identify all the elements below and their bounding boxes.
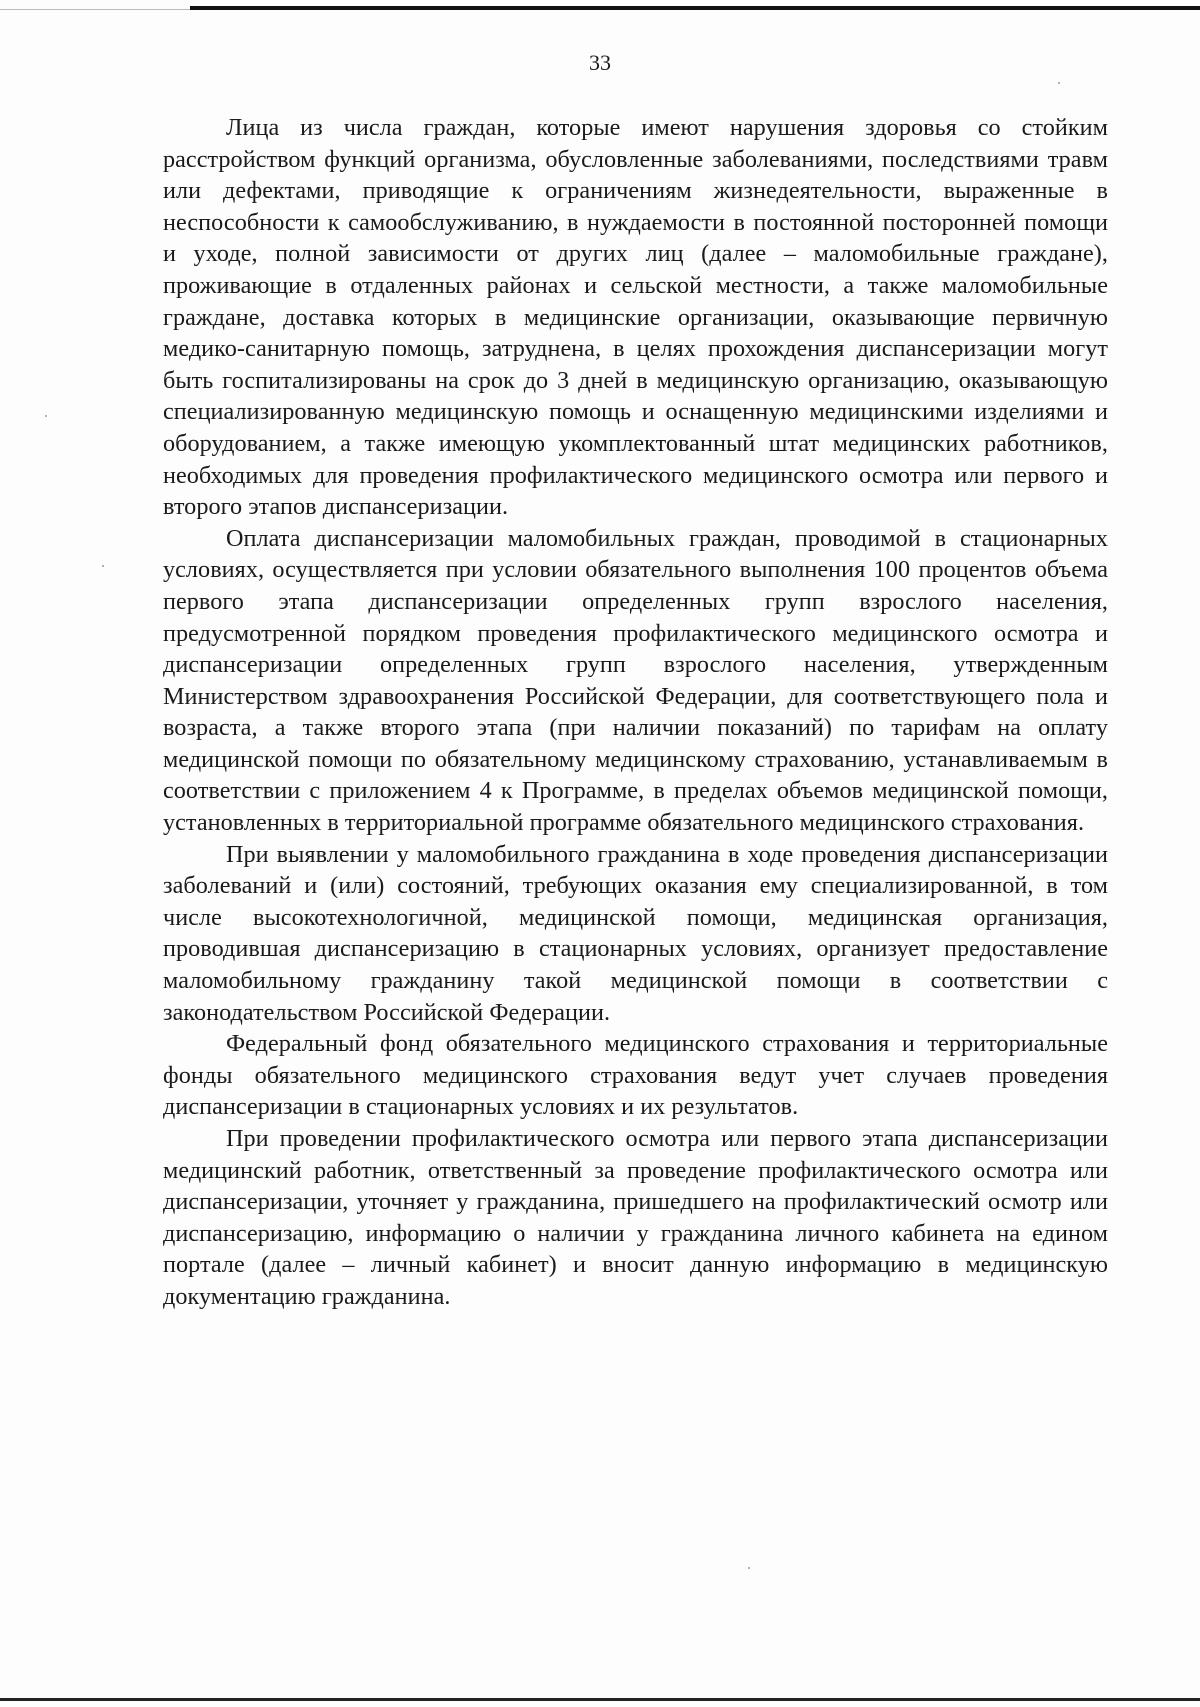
scan-speck [45,415,47,417]
paragraph-4: Федеральный фонд обязательного медицинского страхования и территориальные фонды обязательного медицинского страхования ведут учет случаев проведения диспансеризации в стационарных условиях и их результатов. [163,1030,1108,1121]
scan-top-edge [190,6,1200,10]
document-body [163,112,1108,1313]
scan-speck [1058,82,1060,84]
paragraph-1: Лица из числа граждан, которые имеют нарушения здоровья со стойким расстройством функций организма, обусловленные заболеваниями, последствиями травм или дефектами, приводящие к ограничениям жизнедеятельности, выраженные в неспособности к самообслуживанию, в нуждаемости в постоянной посторонней помощи и уходе, полной зависимости от других лиц (далее – маломобильные граждане), проживающие в отдаленных районах и сельской местности, а также маломобильные граждане, доставка которых в медицинские организации, оказывающие первичную медико-санитарную помощь, затруднена, в целях прохождения диспансеризации могут быть госпитализированы на срок до 3 дней в медицинскую организацию, оказывающую специализированную медицинскую помощь и оснащенную медицинскими изделиями и оборудованием, а также имеющую укомплектованный штат медицинских работников, необходимых для проведения профилактического медицинского осмотра или первого и второго этапов диспансеризации. [163,114,1108,521]
paragraph-5: При проведении профилактического осмотра или первого этапа диспансеризации медицинский работник, ответственный за проведение профилактического осмотра или диспансеризации, уточняет у гражданина, пришедшего на профилактический осмотр или диспансеризацию, информацию о наличии у гражданина личного кабинета на едином портале (далее – личный кабинет) и вносит данную информацию в медицинскую документацию гражданина. [163,1125,1108,1310]
scan-top-edge-faint [0,9,190,10]
scan-bottom-edge [0,1698,1200,1701]
scan-speck [102,565,104,567]
scan-speck [748,1567,750,1569]
page-number: 33 [589,50,611,75]
paragraph-3: При выявлении у маломобильного гражданина в ходе проведения диспансеризации заболеваний и (или) состояний, требующих оказания ему специализированной, в том числе высокотехнологичной, медицинской помощи, медицинская организация, проводившая диспансеризацию в стационарных условиях, организует предоставление маломобильному гражданину такой медицинской помощи в соответствии с законодательством Российской Федерации. [163,840,1108,1026]
paragraph-2: Оплата диспансеризации маломобильных граждан, проводимой в стационарных условиях, осуществляется при условии обязательного выполнения 100 процентов объема первого этапа диспансеризации определенных групп взрослого населения, предусмотренной порядком проведения профилактического медицинского осмотра и диспансеризации определенных групп взрослого населения, утвержденным Министерством здравоохранения Российской Федерации, для соответствующего пола и возраста, а также второго этапа (при наличии показаний) по тарифам на оплату медицинской помощи по обязательному медицинскому страхованию, устанавливаемым в соответствии с приложением 4 к Программе, в пределах объемов медицинской помощи, установленных в территориальной программе обязательного медицинского страхования. [163,524,1108,837]
